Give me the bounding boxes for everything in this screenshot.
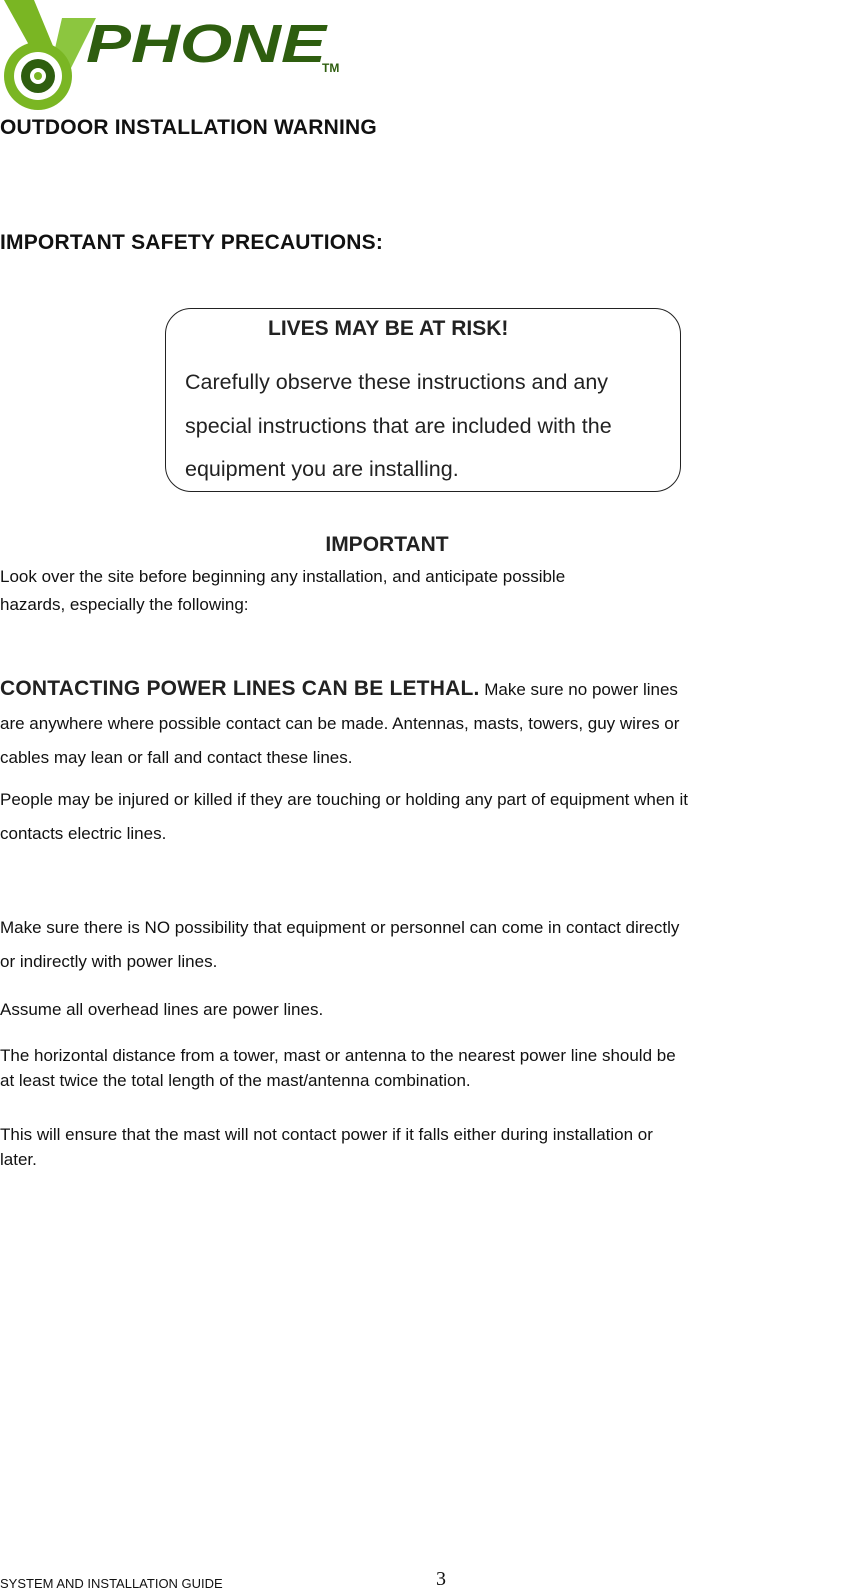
power-lines-lethal-first-line: Make sure no power lines	[479, 680, 678, 699]
paragraph-line: later.	[0, 1150, 37, 1169]
paragraph-line: or indirectly with power lines.	[0, 952, 218, 971]
vphone-logo-mark	[0, 0, 360, 112]
horizontal-distance-paragraph	[0, 1043, 676, 1093]
risk-box-line: Carefully observe these instructions and any	[185, 370, 609, 394]
paragraph-line: Assume all overhead lines are power lines.	[0, 1000, 324, 1019]
risk-box-text	[185, 361, 680, 492]
risk-box-line: equipment you are installing.	[185, 457, 459, 481]
paragraph-line: Look over the site before beginning any installation, and anticipate possible	[0, 567, 566, 586]
paragraph-line: Make sure there is NO possibility that equipment or personnel can come in contact directly	[0, 918, 680, 937]
safety-precautions-heading: IMPORTANT SAFETY PRECAUTIONS:	[0, 231, 384, 254]
risk-box-title: LIVES MAY BE AT RISK!	[268, 317, 509, 340]
footer-page-number: 3	[436, 1568, 446, 1590]
no-contact-paragraph	[0, 911, 679, 979]
logo-circle-dot	[34, 72, 42, 80]
paragraph-line: contacts electric lines.	[0, 824, 167, 843]
paragraph-line: cables may lean or fall and contact these lines.	[0, 748, 353, 767]
paragraph-line	[0, 672, 842, 707]
risk-box-line: special instructions that are included with the	[185, 413, 612, 438]
power-lines-lethal-lead: CONTACTING POWER LINES CAN BE LETHAL.	[0, 677, 480, 700]
paragraph-line: This will ensure that the mast will not contact power if it falls either during installation or	[0, 1125, 653, 1144]
paragraph-line: The horizontal distance from a tower, mast or antenna to the nearest power line should be	[0, 1046, 676, 1065]
important-heading: IMPORTANT	[325, 533, 449, 556]
paragraph-line: are anywhere where possible contact can be made. Antennas, masts, towers, guy wires or	[0, 714, 680, 733]
paragraph-line: at least twice the total length of the mast/antenna combination.	[0, 1071, 471, 1090]
lives-at-risk-box	[165, 308, 681, 492]
power-lines-lethal-paragraph	[0, 672, 842, 775]
mast-fall-paragraph	[0, 1122, 653, 1172]
logo-trademark: TM	[322, 61, 340, 75]
injury-warning-paragraph	[0, 783, 688, 851]
outdoor-installation-warning-heading: OUTDOOR INSTALLATION WARNING	[0, 116, 377, 139]
logo-wordmark: PHONE	[86, 14, 329, 74]
important-paragraph	[0, 563, 700, 619]
paragraph-line: People may be injured or killed if they are touching or holding any part of equipment when it	[0, 790, 688, 809]
overhead-lines-paragraph	[0, 996, 323, 1024]
vphone-logo	[0, 0, 360, 112]
footer-guide-title: SYSTEM AND INSTALLATION GUIDE	[0, 1576, 223, 1591]
paragraph-line: hazards, especially the following:	[0, 595, 249, 614]
